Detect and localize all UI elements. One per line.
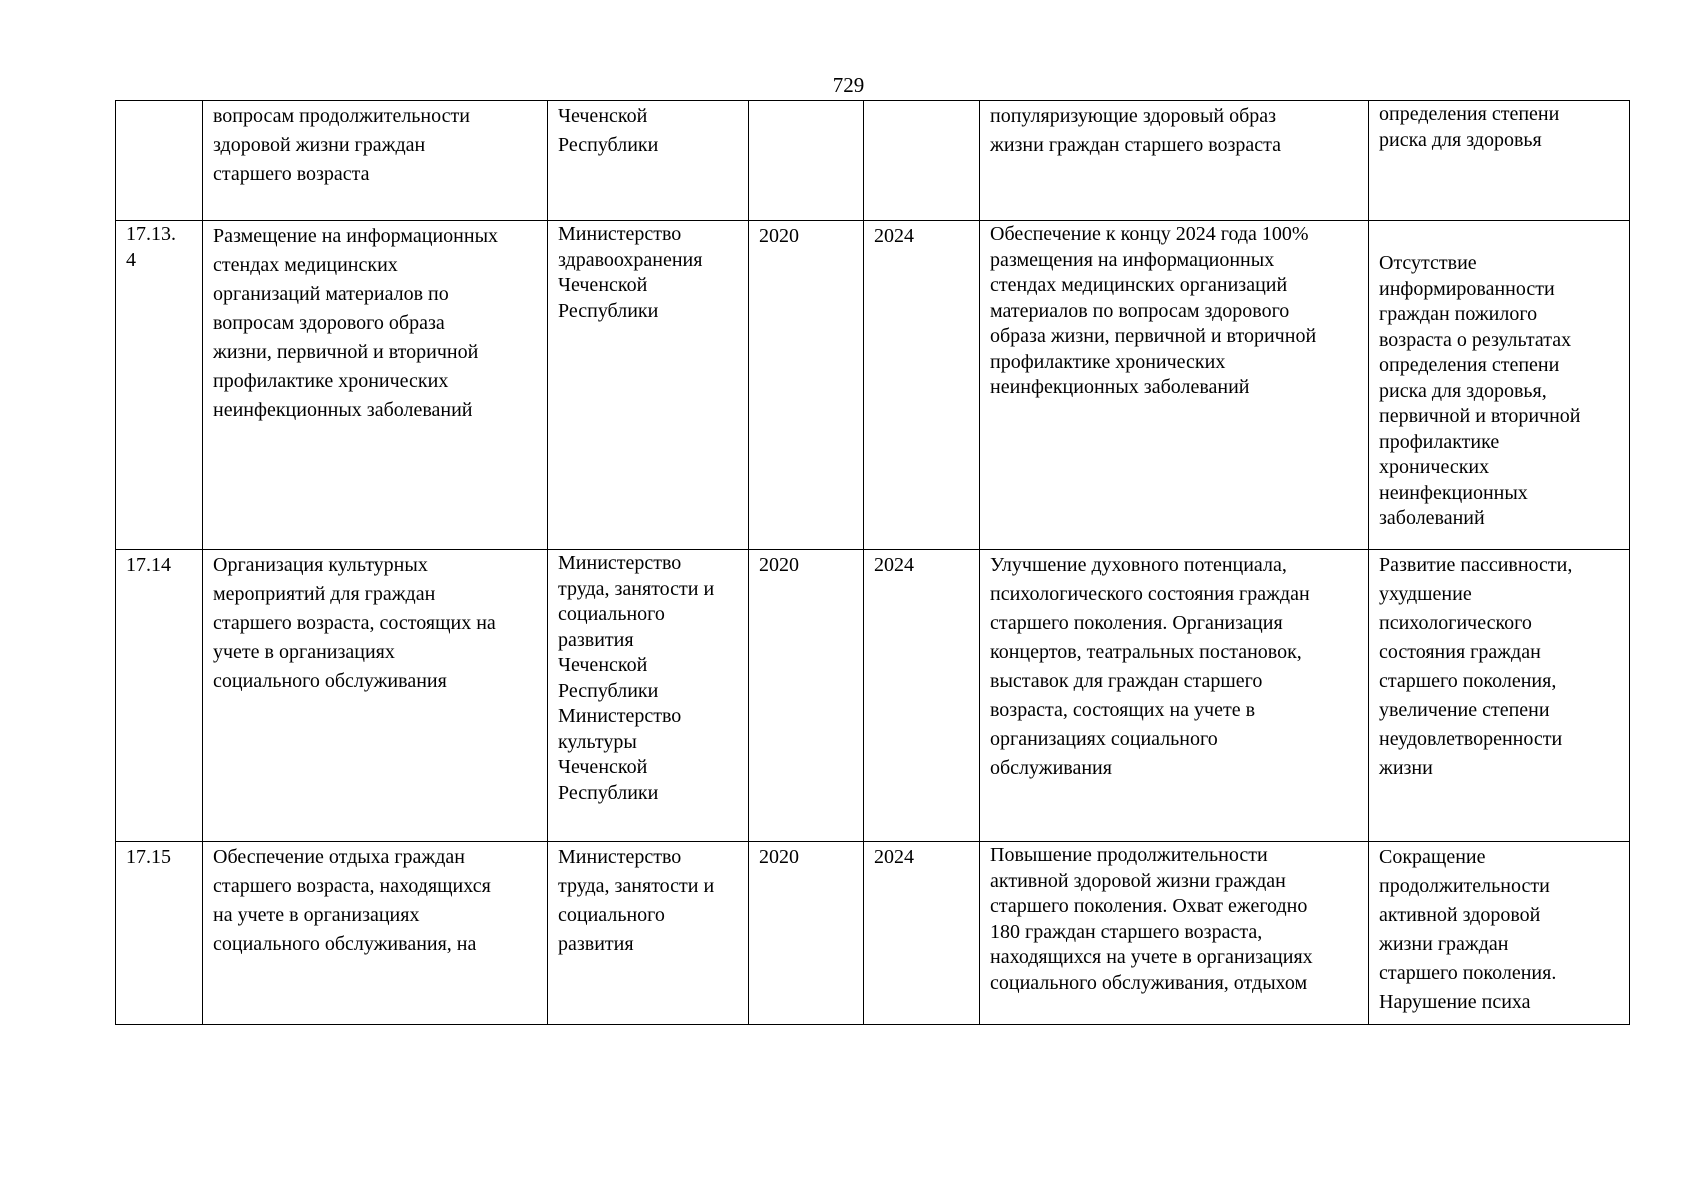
end-year-cell: 2024 [864,842,980,1025]
executor-cell: Министерство труда, занятости и социального развития [548,842,749,1025]
table-row [116,842,1630,1025]
page-number: 729 [832,73,865,97]
table-row [116,221,1630,550]
executor-cell: Министерство здравоохранения Чеченской Республики [548,221,749,550]
row-number-cell [116,101,203,221]
end-year-cell: 2024 [864,550,980,842]
row-number-cell: 17.13. 4 [116,221,203,550]
risk-cell-wrapper [1369,221,1630,550]
table-row [116,101,1630,221]
end-year-cell [864,101,980,221]
risk-cell: определения степени риска для здоровья [1369,101,1630,221]
result-cell: Обеспечение к концу 2024 года 100% размещения на информационных стендах медицинских организаций материалов по вопросам здорового образа жизни, первичной и вторичной профилактике хронических неинфекционных заболеваний [980,221,1369,550]
row-number-cell: 17.15 [116,842,203,1025]
event-cell: Размещение на информационных стендах медицинских организаций материалов по вопросам здорового образа жизни, первичной и вторичной профилактике хронических неинфекционных заболеваний [203,221,548,550]
cell-spacer [1379,222,1620,251]
measures-table [115,100,1630,1025]
start-year-cell: 2020 [749,221,864,550]
end-year-cell: 2024 [864,221,980,550]
executor-cell: Министерство труда, занятости и социального развития Чеченской Республики Министерство культуры Чеченской Республики [548,550,749,842]
result-cell: популяризующие здоровый образ жизни граждан старшего возраста [980,101,1369,221]
risk-cell: Отсутствие информированности граждан пожилого возраста о результатах определения степени риска для здоровья, первичной и вторичной профилактике хронических неинфекционных заболеваний [1379,252,1581,529]
result-cell: Улучшение духовного потенциала, психологического состояния граждан старшего поколения. Организация концертов, театральных постановок, выставок для граждан старшего возраста, состоящих на учете в организациях социального обслуживания [980,550,1369,842]
start-year-cell: 2020 [749,550,864,842]
risk-cell: Сокращение продолжительности активной здоровой жизни граждан старшего поколения. Нарушение психа [1369,842,1630,1025]
row-number-cell: 17.14 [116,550,203,842]
result-cell: Повышение продолжительности активной здоровой жизни граждан старшего поколения. Охват ежегодно 180 граждан старшего возраста, находящихся на учете в организациях социального обслуживания, отдыхом [980,842,1369,1025]
event-cell: Организация культурных мероприятий для граждан старшего возраста, состоящих на учете в организациях социального обслуживания [203,550,548,842]
table-row [116,550,1630,842]
start-year-cell: 2020 [749,842,864,1025]
event-cell: Обеспечение отдыха граждан старшего возраста, находящихся на учете в организациях социального обслуживания, на [203,842,548,1025]
risk-cell: Развитие пассивности, ухудшение психологического состояния граждан старшего поколения, увеличение степени неудовлетворенности жизни [1369,550,1630,842]
executor-cell: Чеченской Республики [548,101,749,221]
start-year-cell [749,101,864,221]
event-cell: вопросам продолжительности здоровой жизни граждан старшего возраста [203,101,548,221]
